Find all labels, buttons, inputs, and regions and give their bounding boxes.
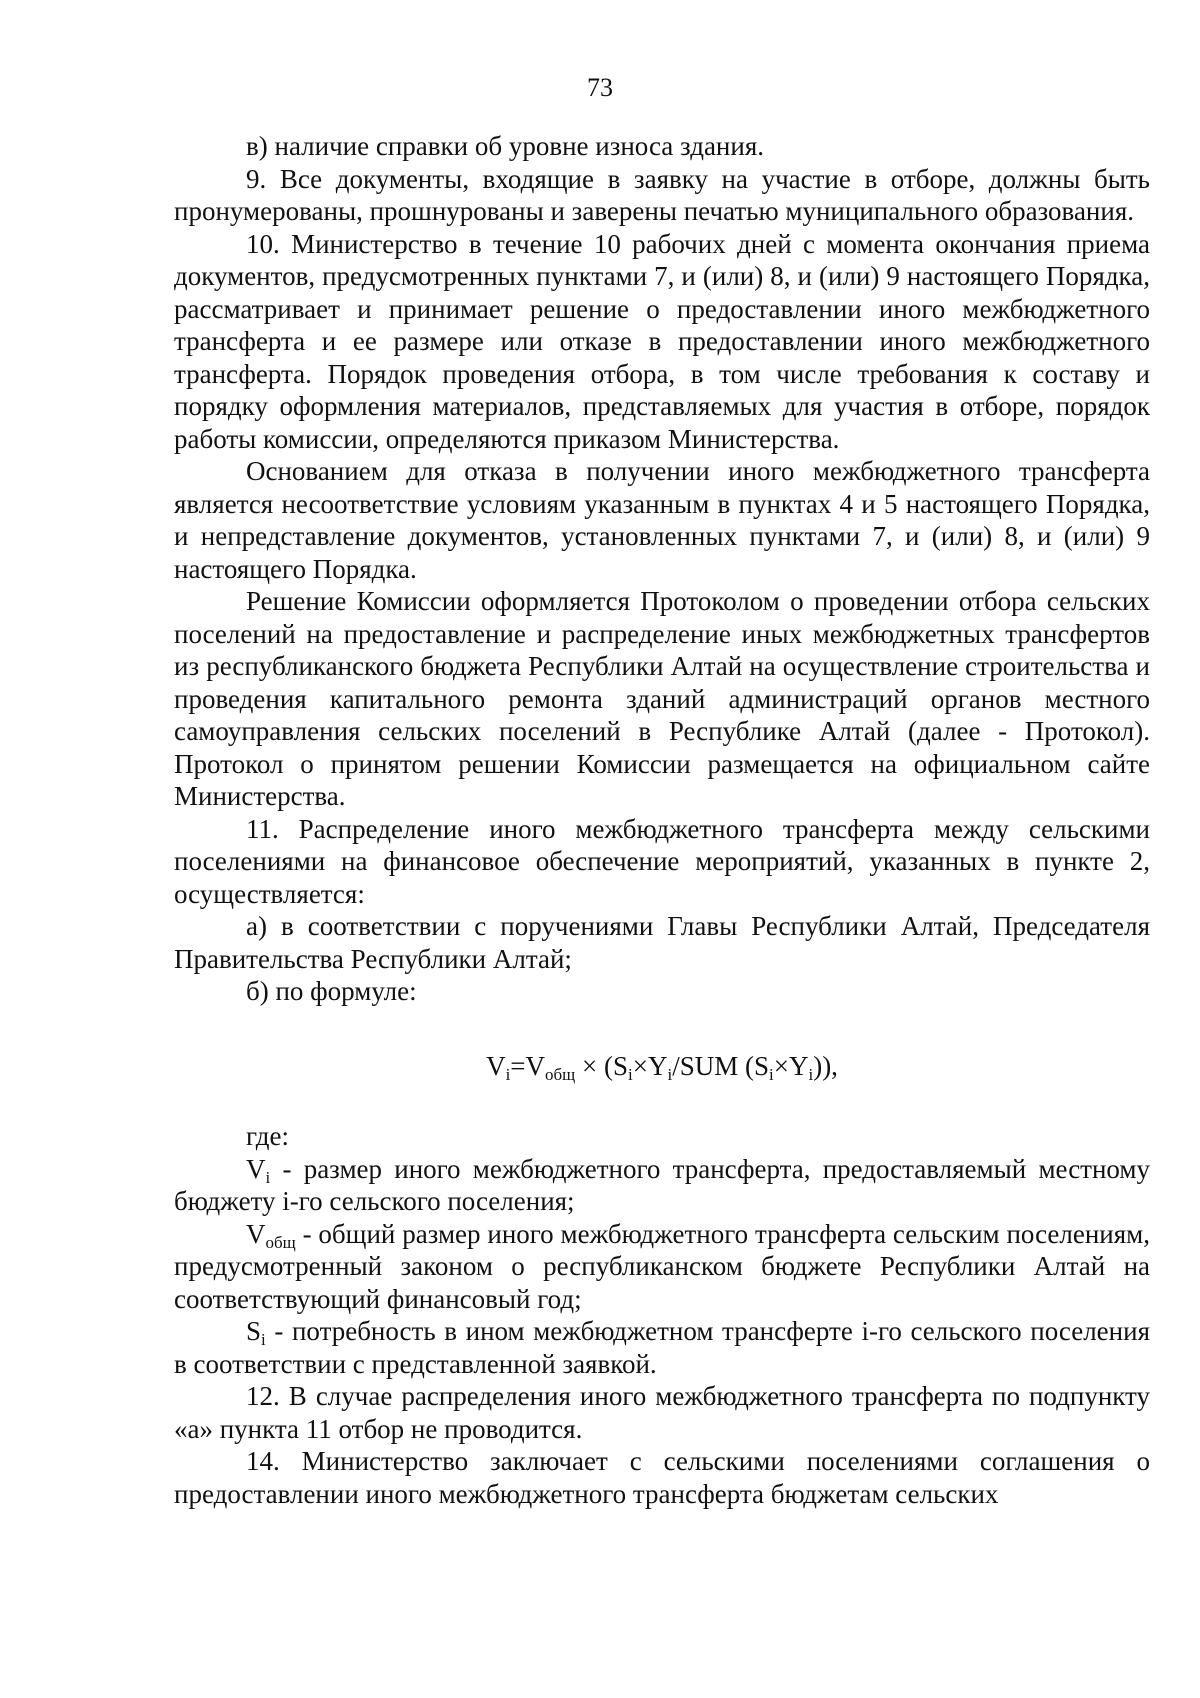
paragraph-14: 14. Министерство заключает с сельскими поселениями соглашения о предоставлении иного межбюджетного трансферта бюджетам сельских bbox=[174, 1446, 1150, 1509]
paragraph-11: 11. Распределение иного межбюджетного трансферта между сельскими поселениями на финансовое обеспечение мероприятий, указанных в пункте 2, осуществляется: bbox=[174, 813, 1150, 909]
paragraph-11a: а) в соответствии с поручениями Главы Республики Алтай, Председателя Правительства Республики Алтай; bbox=[174, 911, 1150, 974]
paragraph-8v: в) наличие справки об уровне износа здания. bbox=[246, 131, 764, 161]
paragraph-11b: б) по формуле: bbox=[246, 976, 417, 1006]
definition-vi: $V_i$ - размер иного межбюджетного трансферта, предоставляемый местному бюджету i-го сельского поселения; bbox=[174, 1153, 1150, 1216]
page-number: 73 bbox=[587, 73, 613, 102]
definition-si: $S_i$ - потребность в ином межбюджетном трансферте i-го сельского поселения в соответствии с представленной заявкой. bbox=[174, 1316, 1150, 1379]
paragraph-refusal-grounds: Основанием для отказа в получении иного межбюджетного трансферта является несоответствие условиям указанным в пунктах 4 и 5 настоящего Порядка, и непредставление документов, установленных пунктами 7, и (или) 8, и (или) 9 настоящего Порядка. bbox=[174, 456, 1150, 584]
document-body bbox=[174, 130, 1150, 1510]
formula-where-label: где: bbox=[246, 1121, 289, 1151]
paragraph-10: 10. Министерство в течение 10 рабочих дней с момента окончания приема документов, предусмотренных пунктами 7, и (или) 8, и (или) 9 настоящего Порядка, рассматривает и принимает решение о предоставлении иного межбюджетного трансферта и ее размере или отказе в предоставлении иного межбюджетного трансферта. Порядок проведения отбора, в том числе требования к составу и порядку оформления материалов, представляемых для участия в отборе, порядок работы комиссии, определяются приказом Министерства. bbox=[174, 228, 1150, 454]
paragraph-12: 12. В случае распределения иного межбюджетного трансферта по подпункту «а» пункта 11 отбор не проводится. bbox=[174, 1381, 1150, 1444]
distribution-formula: $V_i=V_{общ} \times (S_i\times Y_i/SUM$ $(S_i\times Y_i)$), bbox=[486, 1050, 838, 1084]
paragraph-9: 9. Все документы, входящие в заявку на участие в отборе, должны быть пронумерованы, прошнурованы и заверены печатью муниципального образования. bbox=[174, 163, 1150, 226]
definition-vobsh: $V_{общ}$ - общий размер иного межбюджетного трансферта сельским поселениям, предусмотренный законом о республиканском бюджете Республики Алтай на соответствующий финансовый год; bbox=[174, 1218, 1150, 1314]
paragraph-commission-decision: Решение Комиссии оформляется Протоколом о проведении отбора сельских поселений на предоставление и распределение иных межбюджетных трансфертов из республиканского бюджета Республики Алтай на осуществление строительства и проведения капитального ремонта зданий администраций органов местного самоуправления сельских поселений в Республике Алтай (далее - Протокол). Протокол о принятом решении Комиссии размещается на официальном сайте Министерства. bbox=[174, 586, 1150, 811]
